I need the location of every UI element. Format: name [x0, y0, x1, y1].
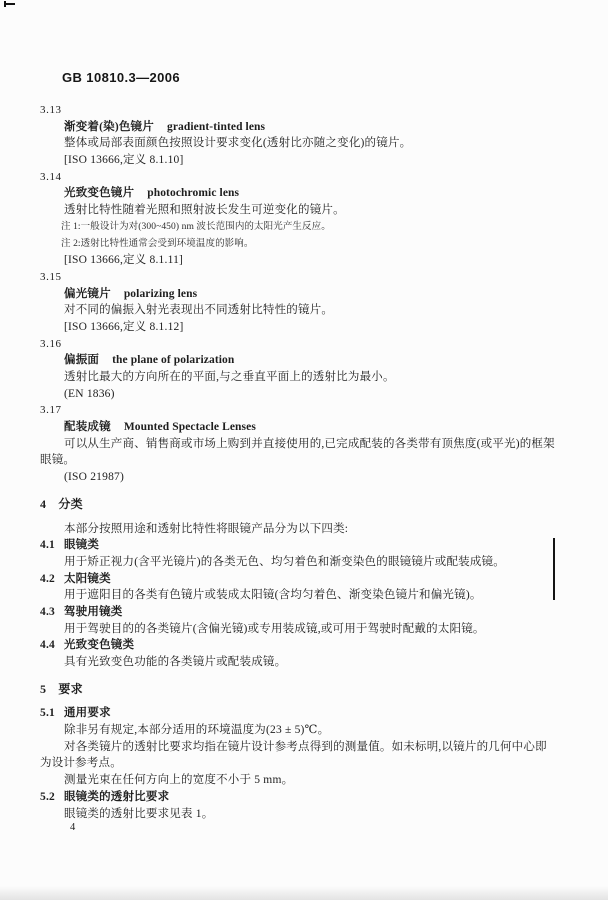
- scan-artifact-vertical-line: [553, 538, 555, 600]
- scan-artifact-top: [4, 1, 6, 7]
- term-zh: 光致变色镜片: [64, 187, 135, 200]
- term-zh: 渐变着(染)色镜片: [64, 120, 154, 133]
- section-heading: [40, 681, 570, 698]
- term-definition: 透射比特性随着光照和照射波长发生可逆变化的镜片。: [64, 204, 345, 217]
- subsection-body-line: 为设计参考点。: [40, 757, 122, 770]
- subsection-body: 用于遮阳目的各类有色镜片或装成太阳镜(含均匀着色、渐变染色镜片和偏光镜)。: [64, 589, 482, 602]
- subsection-heading-5-2: [40, 789, 570, 806]
- term-block-3-16: [40, 336, 570, 403]
- source-reference: [ISO 13666,定义 8.1.12]: [64, 320, 184, 333]
- subsection-heading-4-3: [40, 604, 570, 621]
- subsection-number: 5.2: [40, 790, 55, 803]
- subsection-number: 5.1: [40, 707, 55, 720]
- clause-number: 3.13: [40, 104, 62, 116]
- subsection-number: 4.1: [40, 539, 55, 552]
- subsection-heading-5-1: [40, 705, 570, 722]
- term-en: polarizing lens: [123, 287, 198, 300]
- term-title: [40, 119, 570, 136]
- subsection-title: 眼镜类的透射比要求: [63, 790, 170, 803]
- term-block-3-15: [40, 269, 570, 336]
- term-zh: 配装成镜: [64, 421, 111, 434]
- term-en: the plane of polarization: [112, 354, 235, 367]
- subsection-body: 用于驾驶目的的各类镜片(含偏光镜)或专用装成镜,或可用于驾驶时配戴的太阳镜。: [64, 622, 485, 635]
- page-number: 4: [70, 822, 76, 833]
- subsection-title: 太阳镜类: [63, 572, 111, 585]
- section-intro: 本部分按照用途和透射比特性将眼镜产品分为以下四类:: [64, 522, 349, 535]
- term-definition: 对不同的偏振入射光表现出不同透射比特性的镜片。: [64, 304, 334, 317]
- term-note-2: 注 2:透射比特性通常会受到环境温度的影响。: [61, 238, 254, 249]
- subsection-title: 眼镜类: [63, 539, 100, 552]
- subsection-body-line: 测量光束在任何方向上的宽度不小于 5 mm。: [64, 774, 294, 787]
- section-heading: [40, 496, 570, 513]
- subsection-title: 驾驶用镜类: [63, 605, 123, 618]
- term-title: [40, 419, 570, 436]
- term-block-3-14: [40, 169, 570, 269]
- term-block-3-17: [40, 402, 570, 485]
- scan-artifact-top: [5, 3, 15, 5]
- subsection-heading-4-1: [40, 537, 570, 554]
- term-definition: 透射比最大的方向所在的平面,与之垂直平面上的透射比为最小。: [64, 371, 395, 383]
- clause-number: 3.14: [40, 170, 62, 183]
- term-title: [40, 352, 570, 369]
- source-reference: (EN 1836): [64, 387, 115, 400]
- subsection-heading-4-4: [40, 637, 570, 654]
- source-reference: [ISO 13666,定义 8.1.10]: [64, 154, 184, 167]
- term-zh: 偏光镜片: [64, 287, 111, 300]
- subsection-heading-4-2: [40, 571, 570, 588]
- term-zh: 偏振面: [64, 354, 100, 367]
- subsection-body-line: 除非另有规定,本部分适用的环境温度为(23 ± 5)℃。: [64, 724, 330, 737]
- subsection-body-line: 眼镜类的透射比要求见表 1。: [64, 807, 214, 820]
- source-reference: [ISO 13666,定义 8.1.11]: [64, 254, 184, 267]
- clause-number: 3.16: [40, 337, 62, 350]
- subsection-body-line: 对各类镜片的透射比要求均指在镜片设计参考点得到的测量值。如未标明,以镜片的几何中心即: [64, 740, 547, 753]
- section-5-requirements: [40, 681, 570, 823]
- subsection-body: 用于矫正视力(含平光镜片)的各类无色、均匀着色和渐变染色的眼镜镜片或配装成镜。: [64, 555, 505, 568]
- section-title: 要求: [58, 681, 83, 696]
- source-reference: (ISO 21987): [64, 471, 125, 484]
- term-definition: 整体或局部表面颜色按照设计要求变化(透射比亦随之变化)的镜片。: [64, 137, 412, 150]
- term-note-1: 注 1:一般设计为对(300~450) nm 波长范围内的太阳光产生反应。: [61, 221, 331, 232]
- section-number: 4: [40, 496, 47, 511]
- subsection-body: 具有光致变色功能的各类镜片或配装成镜。: [64, 656, 287, 668]
- term-definition-line-1: 可以从生产商、销售商或市场上购到并直接使用的,已完成配装的各类带有顶焦度(或平光)的框架: [64, 437, 555, 450]
- section-4-classification: [40, 496, 570, 671]
- subsection-number: 4.2: [40, 572, 55, 585]
- term-en: Mounted Spectacle Lenses: [123, 421, 256, 434]
- clause-number: 3.17: [40, 404, 62, 417]
- standard-number-header: GB 10810.3—2006: [62, 70, 181, 85]
- scan-edge-shadow: [0, 886, 608, 900]
- term-en: photochromic lens: [147, 187, 240, 200]
- term-en: gradient-tinted lens: [166, 120, 266, 133]
- term-title: [40, 286, 570, 303]
- subsection-title: 光致变色镜类: [63, 639, 135, 652]
- section-title: 分类: [58, 496, 83, 511]
- subsection-number: 4.3: [40, 605, 55, 618]
- document-content: [40, 102, 570, 822]
- clause-number: 3.15: [40, 270, 62, 283]
- subsection-title: 通用要求: [63, 707, 111, 720]
- term-block-3-13: [40, 102, 570, 169]
- section-number: 5: [40, 681, 47, 696]
- term-definition-line-2: 眼镜。: [40, 454, 76, 467]
- term-title: [40, 185, 570, 202]
- subsection-number: 4.4: [40, 639, 55, 652]
